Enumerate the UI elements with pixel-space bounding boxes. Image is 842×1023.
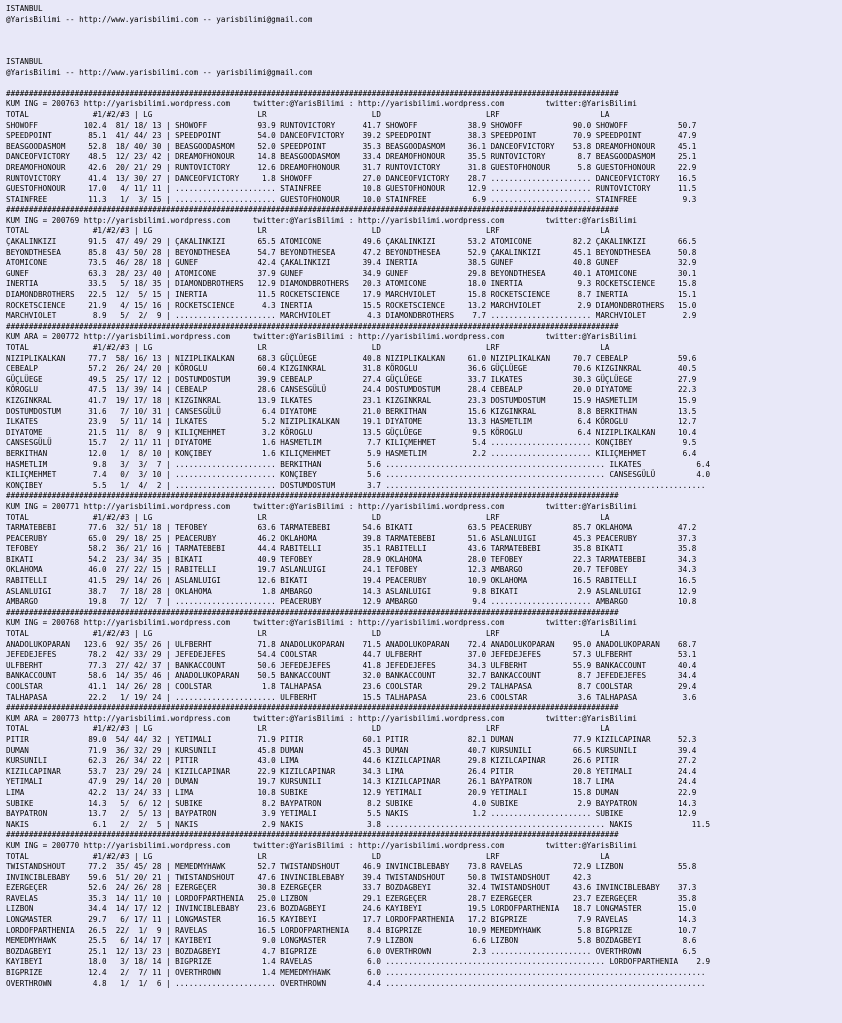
result-row: DOSTUMDOSTUM 31.6 7/ 10/ 31 | CANSESGÜLÜ 6.4 DIYATOME 21.0 BERKITHAN 15.6 KIZGINKRAL 8.8 BERKITHAN 13.5 [6, 406, 697, 416]
result-row: PITIR 89.0 54/ 44/ 32 | YETIMALI 71.9 PITIR 60.1 PITIR 82.1 DUMAN 77.9 KIZILCAPINAR 52.3 [6, 734, 697, 744]
separator-line: ###################################################################################################################################### [6, 703, 619, 713]
result-row: ANADOLUKOPARAN 123.6 92/ 35/ 26 | ULFBERHT 71.8 ANADOLUKOPARAN 71.5 ANADOLUKOPARAN 72.4 ANADOLUKOPARAN 95.0 ANADOLUKOPARAN 68.7 [6, 639, 697, 649]
kum-line: KUM ING = 200768 http://yarisbilimi.wordpress.com twitter:@YarisBilimi : http://yarisbilimi.wordpress.com twitter:@YarisBilimi [6, 618, 637, 628]
result-row: MARCHVIOLET 8.9 5/ 2/ 9 | ...................... MARCHVIOLET 4.3 DIAMONDBROTHERS 7.7 ...................... MARCHVIOLET 2.9 [6, 311, 697, 321]
result-row: ULFBERHT 77.3 27/ 42/ 37 | BANKACCOUNT 50.6 JEFEDEJEFES 41.8 JEFEDEJEFES 34.3 ULFBERHT 55.9 BANKACCOUNT 40.4 [6, 660, 697, 670]
result-row: TALHAPASA 22.2 1/ 19/ 24 | ...................... ULFBERHT 15.5 TALHAPASA 23.6 COOLSTAR 3.6 TALHAPASA 3.6 [6, 692, 697, 702]
result-row: ATOMICONE 73.5 46/ 28/ 18 | GUNEF 42.4 ÇAKALINKIZI 39.4 INERTIA 38.5 GUNEF 40.8 GUNEF 32.9 [6, 258, 697, 268]
result-row: SHOWOFF 102.4 81/ 18/ 13 | SHOWOFF 93.9 RUNTOVICTORY 41.7 SHOWOFF 38.9 SHOWOFF 90.0 SHOWOFF 50.7 [6, 120, 697, 130]
header-city: ISTANBUL [6, 56, 43, 66]
separator-line: ###################################################################################################################################### [6, 607, 619, 617]
result-row: BAYPATRON 13.7 2/ 5/ 13 | BAYPATRON 3.9 YETIMALI 5.5 NAKIS 1.2 ...................... SUBIKE 12.9 [6, 809, 697, 819]
separator-line: ###################################################################################################################################### [6, 88, 619, 98]
column-header: TOTAL #1/#2/#3 | LG LR LD LRF LA [6, 851, 610, 861]
column-header: TOTAL #1/#2/#3 | LG LR LD LRF LA [6, 629, 610, 639]
result-row: KILIÇMEHMET 7.4 0/ 3/ 10 | ...................... KONÇIBEY 5.6 ................................................ CANSESGÜLÜ 4.0 [6, 470, 711, 480]
header-byline: @YarisBilimi -- http://www.yarisbilimi.com -- yarisbilimi@gmail.com [6, 67, 313, 77]
separator-line: ###################################################################################################################################### [6, 830, 619, 840]
result-row: BIGPRIZE 12.4 2/ 7/ 11 | OVERTHROWN 1.4 MEMEDMYHAWK 6.0 ...................................................................... [6, 968, 706, 978]
result-row: BEYONDTHESEA 85.8 43/ 50/ 28 | BEYONDTHESEA 54.7 BEYONDTHESEA 47.2 BEYONDTHESEA 52.9 ÇAKALINKIZI 45.1 BEYONDTHESEA 50.8 [6, 247, 697, 257]
kum-line: KUM ARA = 200773 http://yarisbilimi.wordpress.com twitter:@YarisBilimi : http://yarisbilimi.wordpress.com twitter:@YarisBilimi [6, 713, 637, 723]
result-row: KONÇIBEY 5.5 1/ 4/ 2 | ...................... DOSTUMDOSTUM 3.7 ...................................................................... [6, 480, 706, 490]
result-row: TARMATEBEBI 77.6 32/ 51/ 18 | TEFOBEY 63.6 TARMATEBEBI 54.6 BIKATI 63.5 PEACERUBY 85.7 OKLAHOMA 47.2 [6, 523, 697, 533]
result-row: INERTIA 33.5 5/ 18/ 35 | DIAMONDBROTHERS 12.9 DIAMONDBROTHERS 20.3 ATOMICONE 18.0 INERTIA 9.3 ROCKETSCIENCE 15.8 [6, 279, 697, 289]
kum-line: KUM ARA = 200772 http://yarisbilimi.wordpress.com twitter:@YarisBilimi : http://yarisbilimi.wordpress.com twitter:@YarisBilimi [6, 332, 637, 342]
result-row: KÖROGLU 47.5 13/ 39/ 14 | CEBEALP 28.6 CANSESGÜLÜ 24.4 DOSTUMDOSTUM 28.4 CEBEALP 20.0 DIYATOME 22.3 [6, 385, 697, 395]
result-row: SUBIKE 14.3 5/ 6/ 12 | SUBIKE 8.2 BAYPATRON 8.2 SUBIKE 4.0 SUBIKE 2.9 BAYPATRON 14.3 [6, 798, 697, 808]
result-row: ILKATES 23.9 5/ 11/ 14 | ILKATES 5.2 NIZIPLIKALKAN 19.1 DIYATOME 13.3 HASMETLIM 6.4 KÖROGLU 12.7 [6, 417, 697, 427]
result-row: MEMEDMYHAWK 25.5 6/ 14/ 17 | KAYIBEYI 9.0 LONGMASTER 7.9 LIZBON 6.6 LIZBON 5.8 BOZDAGBEYI 8.6 [6, 936, 697, 946]
blank-line [6, 25, 842, 36]
result-row: BEASGOODASMOM 52.8 18/ 40/ 30 | BEASGOODASMOM 52.0 SPEEDPOINT 35.3 BEASGOODASMOM 36.1 DANCEOFVICTORY 53.8 DREAMOFHONOUR 45.1 [6, 141, 697, 151]
result-row: DIYATOME 21.5 11/ 8/ 9 | KILIÇMEHMET 3.2 KÖROGLU 13.5 GÜÇLÜEGE 9.5 KÖROGLU 6.4 NIZIPLIKALKAN 10.4 [6, 427, 697, 437]
result-row: BERKITHAN 12.0 1/ 8/ 10 | KONÇIBEY 1.6 KILIÇMEHMET 5.9 HASMETLIM 2.2 ...................... KILIÇMEHMET 6.4 [6, 448, 697, 458]
result-row: STAINFREE 11.3 1/ 3/ 15 | ...................... GUESTOFHONOUR 10.0 STAINFREE 6.9 ...................... STAINFREE 9.3 [6, 194, 697, 204]
result-row: CANSESGÜLÜ 15.7 2/ 11/ 11 | DIYATOME 1.6 HASMETLIM 7.7 KILIÇMEHMET 5.4 ...................... KONÇIBEY 9.5 [6, 438, 697, 448]
result-row: SPEEDPOINT 85.1 41/ 44/ 23 | SPEEDPOINT 54.0 DANCEOFVICTORY 39.2 SPEEDPOINT 38.3 SPEEDPOINT 70.9 SPEEDPOINT 47.9 [6, 131, 697, 141]
header-byline: @YarisBilimi -- http://www.yarisbilimi.com -- yarisbilimi@gmail.com [6, 14, 313, 24]
kum-line: KUM ING = 200770 http://yarisbilimi.wordpress.com twitter:@YarisBilimi : http://yarisbilimi.wordpress.com twitter:@YarisBilimi [6, 840, 637, 850]
blank-line [6, 78, 842, 89]
result-row: DIAMONDBROTHERS 22.5 12/ 5/ 15 | INERTIA 11.5 ROCKETSCIENCE 17.9 MARCHVIOLET 15.8 ROCKETSCIENCE 8.7 INERTIA 15.1 [6, 290, 697, 300]
kum-line: KUM ING = 200769 http://yarisbilimi.wordpress.com twitter:@YarisBilimi : http://yarisbilimi.wordpress.com twitter:@YarisBilimi [6, 215, 637, 225]
result-row: DUMAN 71.9 36/ 32/ 29 | KURSUNILI 45.8 DUMAN 45.3 DUMAN 40.7 KURSUNILI 66.5 KURSUNILI 39.4 [6, 745, 697, 755]
result-row: GÜÇLÜEGE 49.5 25/ 17/ 12 | DOSTUMDOSTUM 39.9 CEBEALP 27.4 GÜÇLÜEGE 33.7 ILKATES 30.3 GÜÇLÜEGE 27.9 [6, 374, 697, 384]
column-header: TOTAL #1/#2/#3 | LG LR LD LRF LA [6, 109, 610, 119]
result-row: LIMA 42.2 13/ 24/ 33 | LIMA 10.8 SUBIKE 12.9 YETIMALI 20.9 YETIMALI 15.8 DUMAN 22.9 [6, 787, 697, 797]
header-city: ISTANBUL [6, 4, 43, 13]
result-row: TEFOBEY 58.2 36/ 21/ 16 | TARMATEBEBI 44.4 RABITELLI 35.1 RABITELLI 43.6 TARMATEBEBI 35.8 BIKATI 35.8 [6, 544, 697, 554]
result-row: YETIMALI 47.9 29/ 14/ 20 | DUMAN 19.7 KURSUNILI 14.3 KIZILCAPINAR 26.1 BAYPATRON 18.7 LIMA 24.4 [6, 777, 697, 787]
result-row: KIZILCAPINAR 53.7 23/ 29/ 24 | KIZILCAPINAR 22.9 KIZILCAPINAR 34.3 LIMA 26.4 PITIR 20.8 YETIMALI 24.4 [6, 766, 697, 776]
result-row: GUESTOFHONOUR 17.0 4/ 11/ 11 | ...................... STAINFREE 10.8 GUESTOFHONOUR 12.9 ...................... RUNTOVICTORY 11.5 [6, 184, 697, 194]
result-row: NAKIS 6.1 2/ 2/ 5 | NAKIS 2.9 NAKIS 3.8 ................................................ NAKIS 11.5 [6, 819, 711, 829]
result-row: CEBEALP 57.2 26/ 24/ 20 | KÖROGLU 60.4 KIZGINKRAL 31.8 KÖROGLU 36.6 GÜÇLÜEGE 70.6 KIZGINKRAL 40.5 [6, 364, 697, 374]
result-row: RAVELAS 35.3 14/ 11/ 10 | LORDOFPARTHENIA 25.0 LIZBON 29.1 EZERGEÇER 28.7 EZERGEÇER 23.7 EZERGEÇER 35.8 [6, 893, 697, 903]
result-row: PEACERUBY 65.0 29/ 18/ 25 | PEACERUBY 46.2 OKLAHOMA 39.8 TARMATEBEBI 51.6 ASLANLUIGI 45.3 PEACERUBY 37.3 [6, 533, 697, 543]
result-row: RUNTOVICTORY 41.4 13/ 30/ 27 | DANCEOFVICTORY 1.8 SHOWOFF 27.0 DANCEOFVICTORY 28.7 ...................... DANCEOFVICTORY 16.5 [6, 173, 697, 183]
result-row: LONGMASTER 29.7 6/ 17/ 11 | LONGMASTER 16.5 KAYIBEYI 17.7 LORDOFPARTHENIA 17.2 BIGPRIZE 7.9 RAVELAS 14.3 [6, 915, 697, 925]
separator-line: ###################################################################################################################################### [6, 205, 619, 215]
result-row: LIZBON 34.4 14/ 17/ 12 | INVINCIBLEBABY 23.6 BOZDAGBEYI 24.6 KAYIBEYI 19.5 LORDOFPARTHENIA 18.7 LONGMASTER 15.0 [6, 904, 697, 914]
result-row: EZERGEÇER 52.6 24/ 26/ 28 | EZERGEÇER 30.8 EZERGEÇER 33.7 BOZDAGBEYI 32.4 TWISTANDSHOUT 43.6 INVINCIBLEBABY 37.3 [6, 883, 697, 893]
result-row: KAYIBEYI 18.0 3/ 18/ 14 | BIGPRIZE 1.4 RAVELAS 6.0 ................................................ LORDOFPARTHENIA 2.9 [6, 957, 711, 967]
column-header: TOTAL #1/#2/#3 | LG LR LD LRF LA [6, 512, 610, 522]
result-row: RABITELLI 41.5 29/ 14/ 26 | ASLANLUIGI 12.6 BIKATI 19.4 PEACERUBY 10.9 OKLAHOMA 16.5 RABITELLI 16.5 [6, 576, 697, 586]
kum-line: KUM ING = 200771 http://yarisbilimi.wordpress.com twitter:@YarisBilimi : http://yarisbilimi.wordpress.com twitter:@YarisBilimi [6, 501, 637, 511]
column-header: TOTAL #1/#2/#3 | LG LR LD LRF LA [6, 724, 610, 734]
result-row: INVINCIBLEBABY 59.6 51/ 20/ 21 | TWISTANDSHOUT 47.6 INVINCIBLEBABY 39.4 TWISTANDSHOUT 50.8 TWISTANDSHOUT 42.3 [6, 872, 592, 882]
result-row: JEFEDEJEFES 78.2 42/ 33/ 29 | JEFEDEJEFES 54.4 COOLSTAR 44.7 ULFBERHT 37.0 JEFEDEJEFES 57.3 ULFBERHT 53.1 [6, 650, 697, 660]
result-row: DREAMOFHONOUR 42.6 20/ 21/ 29 | RUNTOVICTORY 12.6 DREAMOFHONOUR 31.7 RUNTOVICTORY 31.8 GUESTOFHONOUR 5.8 GUESTOFHONOUR 22.9 [6, 162, 697, 172]
result-row: KURSUNILI 62.3 26/ 34/ 22 | PITIR 43.0 LIMA 44.6 KIZILCAPINAR 29.8 KIZILCAPINAR 26.6 PITIR 27.2 [6, 756, 697, 766]
blank-line [6, 36, 842, 47]
result-row: OVERTHROWN 4.8 1/ 1/ 6 | ...................... OVERTHROWN 4.4 ...................................................................... [6, 978, 706, 988]
result-row: BANKACCOUNT 58.6 14/ 35/ 46 | ANADOLUKOPARAN 50.5 BANKACCOUNT 32.0 BANKACCOUNT 32.7 BANKACCOUNT 8.7 JEFEDEJEFES 34.4 [6, 671, 697, 681]
result-row: ÇAKALINKIZI 91.5 47/ 49/ 29 | ÇAKALINKIZI 65.5 ATOMICONE 49.6 ÇAKALINKIZI 53.2 ATOMICONE 82.2 ÇAKALINKIZI 66.5 [6, 237, 697, 247]
kum-line: KUM ING = 200763 http://yarisbilimi.wordpress.com twitter:@YarisBilimi : http://yarisbilimi.wordpress.com twitter:@YarisBilimi [6, 99, 637, 109]
result-row: COOLSTAR 41.1 14/ 26/ 28 | COOLSTAR 1.8 TALHAPASA 23.6 COOLSTAR 29.2 TALHAPASA 8.7 COOLSTAR 29.4 [6, 682, 697, 691]
result-row: ROCKETSCIENCE 21.9 4/ 15/ 16 | ROCKETSCIENCE 4.3 INERTIA 15.5 ROCKETSCIENCE 13.2 MARCHVIOLET 2.9 DIAMONDBROTHERS 15.0 [6, 300, 697, 310]
result-row: NIZIPLIKALKAN 77.7 58/ 16/ 13 | NIZIPLIKALKAN 68.3 GÜÇLÜEGE 40.8 NIZIPLIKALKAN 61.0 NIZIPLIKALKAN 70.7 CEBEALP 59.6 [6, 353, 697, 363]
result-row: OKLAHOMA 46.0 27/ 22/ 15 | RABITELLI 19.7 ASLANLUIGI 24.1 TEFOBEY 12.3 AMBARGO 20.7 TEFOBEY 34.3 [6, 565, 697, 575]
result-row: DANCEOFVICTORY 48.5 12/ 23/ 42 | DREAMOFHONOUR 14.8 BEASGOODASMOM 33.4 DREAMOFHONOUR 35.5 RUNTOVICTORY 8.7 BEASGOODASMOM 25.1 [6, 152, 697, 162]
separator-line: ###################################################################################################################################### [6, 491, 619, 501]
result-row: KIZGINKRAL 41.7 19/ 17/ 18 | KIZGINKRAL 13.9 ILKATES 23.1 KIZGINKRAL 23.3 DOSTUMDOSTUM 15.9 HASMETLIM 15.9 [6, 395, 697, 405]
result-row: HASMETLIM 9.8 3/ 3/ 7 | ...................... BERKITHAN 5.6 ................................................ ILKATES 6.4 [6, 459, 711, 469]
result-row: LORDOFPARTHENIA 26.5 22/ 1/ 9 | RAVELAS 16.5 LORDOFPARTHENIA 8.4 BIGPRIZE 10.9 MEMEDMYHAWK 5.8 BIGPRIZE 10.7 [6, 925, 697, 935]
result-row: BIKATI 54.2 23/ 34/ 35 | BIKATI 40.9 TEFOBEY 28.9 OKLAHOMA 28.0 TEFOBEY 22.3 TARMATEBEBI 34.3 [6, 554, 697, 564]
result-row: GUNEF 63.3 28/ 23/ 40 | ATOMICONE 37.9 GUNEF 34.9 GUNEF 29.8 BEYONDTHESEA 40.1 ATOMICONE 30.1 [6, 268, 697, 278]
result-row: BOZDAGBEYI 25.1 12/ 13/ 23 | BOZDAGBEYI 4.7 BIGPRIZE 6.0 OVERTHROWN 2.3 ...................... OVERTHROWN 6.5 [6, 946, 697, 956]
result-row: AMBARGO 19.8 7/ 12/ 7 | ...................... PEACERUBY 12.9 AMBARGO 9.4 ...................... AMBARGO 10.8 [6, 597, 697, 607]
column-header: TOTAL #1/#2/#3 | LG LR LD LRF LA [6, 226, 610, 236]
separator-line: ###################################################################################################################################### [6, 321, 619, 331]
blank-line [6, 46, 842, 57]
result-row: ASLANLUIGI 38.7 7/ 18/ 28 | OKLAHOMA 1.8 AMBARGO 14.3 ASLANLUIGI 9.8 BIKATI 2.9 ASLANLUIGI 12.9 [6, 586, 697, 596]
column-header: TOTAL #1/#2/#3 | LG LR LD LRF LA [6, 343, 610, 352]
result-row: TWISTANDSHOUT 77.2 35/ 45/ 28 | MEMEDMYHAWK 52.7 TWISTANDSHOUT 46.9 INVINCIBLEBABY 73.8 RAVELAS 72.9 LIZBON 55.8 [6, 862, 697, 872]
